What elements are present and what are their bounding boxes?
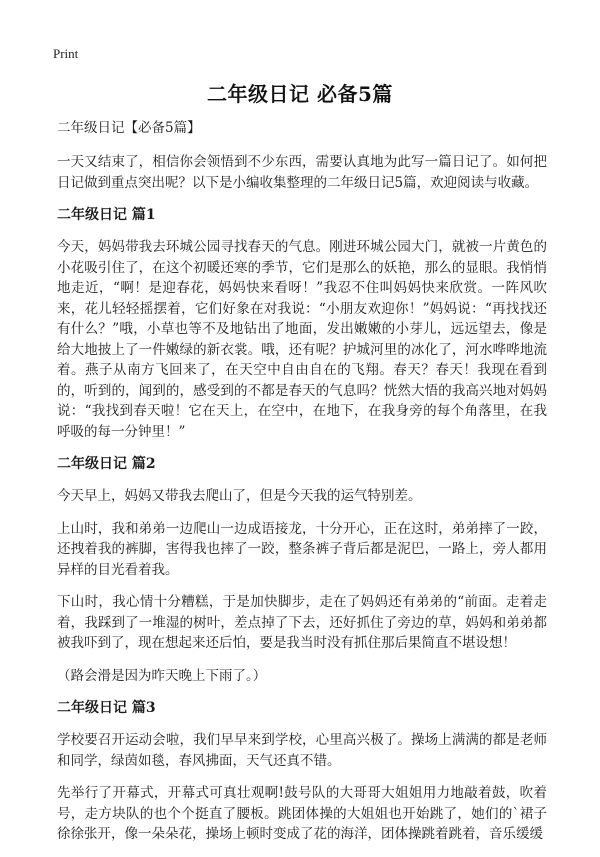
intro-paragraph: 一天又结束了，相信你会领悟到不少东西，需要认真地为此写一篇日记了。如何把日记做到重点突出呢？以下是小编收集整理的二年级日记5篇，欢迎阅读与收藏。 [57, 154, 547, 191]
section-paragraph: 今天，妈妈带我去环城公园寻找春天的气息。刚进环城公园大门，就被一片黄色的小花吸引住了，在这个初暖还寒的季节，它们是那么的妖艳，那么的显眼。我悄悄地走近，“啊！是迎春花，妈妈快来看呀！”我忍不住叫妈妈快来欣赏。一阵风吹来，花儿轻轻摇摆着，它们好象在对我说：“小朋友欢迎你！”妈妈说：“再找找还有什么？”哦，小草也等不及地钻出了地面，发出嫩嫩的小芽儿，远远望去，像是给大地披上了一件嫩绿的新衣裳。哦，还有呢？护城河里的冰化了，河水哗哗地流着。燕子从南方飞回来了，在天空中自由自在的飞翔。春天？春天！我现在看到的，听到的，闻到的，感受到的不都是春天的气息吗？恍然大悟的我高兴地对妈妈说：“我找到春天啦！它在天上，在空中，在地下，在我身旁的每个角落里，在我呼吸的每一分钟里！” [57, 239, 547, 440]
section-2 [57, 454, 547, 686]
document-body [57, 118, 547, 857]
print-label: Print [53, 46, 79, 61]
section-paragraph: 上山时，我和弟弟一边爬山一边成语接龙，十分开心，正在这时，弟弟摔了一跤，还拽着我的裤脚，害得我也摔了一跤，整条裤子背后都是泥巴，一路上，旁人都用异样的目光看着我。 [57, 520, 547, 578]
section-paragraph: 下山时，我心情十分糟糕，于是加快脚步，走在了妈妈还有弟弟的“前面。走着走着，我踩到了一堆湿的树叶，差点掉了下去，还好抓住了旁边的草，妈妈和弟弟都被我吓到了，现在想起来还后怕，要是我当时没有抓住那后果简直不堪设想！ [57, 594, 547, 651]
section-heading: 二年级日记 篇1 [57, 207, 156, 223]
section-heading: 二年级日记 篇2 [57, 456, 156, 472]
intro-label: 二年级日记【必备5篇】 [57, 120, 201, 136]
section-paragraph: 先举行了开幕式，开幕式可真壮观啊!鼓号队的大哥哥大姐姐用力地敲着鼓，吹着号，走方块队的也个个挺直了腰板。跳团体操的大姐姐也开始跳了，她们的`裙子徐徐张开，像一朵朵花，操场上顿时变成了花的海洋，团体操跳着跳着，音乐缓缓 [57, 785, 547, 842]
section-paragraph: （路会滑是因为昨天晚上下雨了。） [57, 667, 267, 684]
section-heading: 二年级日记 篇3 [57, 700, 156, 716]
section-paragraph: 今天早上，妈妈又带我去爬山了，但是今天我的运气特别差。 [57, 488, 422, 504]
section-paragraph: 学校要召开运动会啦，我们早早来到学校，心里高兴极了。操场上满满的都是老师和同学，绿茵如毯，春风拂面，天气还真不错。 [57, 732, 547, 769]
section-3 [57, 698, 547, 845]
section-1 [57, 205, 547, 442]
document-title: 二年级日记 必备5篇 [207, 82, 393, 106]
